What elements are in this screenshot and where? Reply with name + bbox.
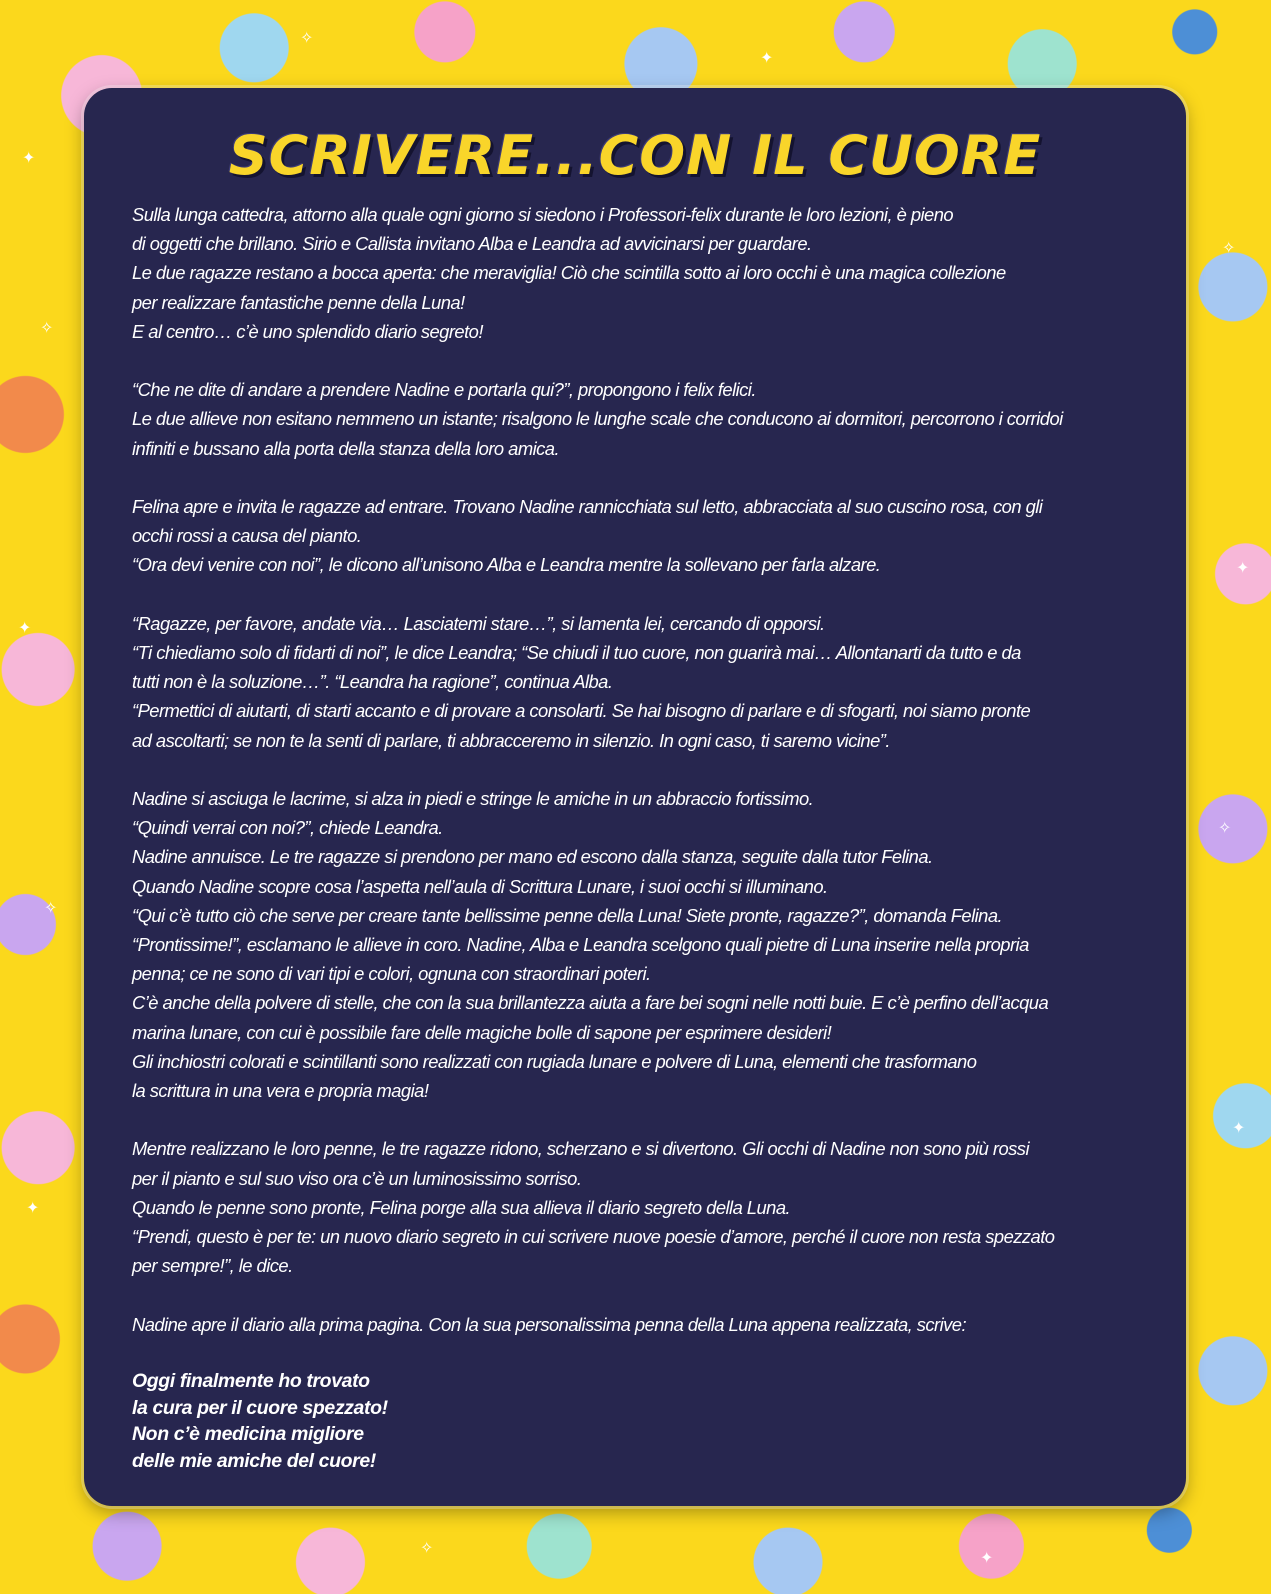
star-icon: ✧ (300, 28, 314, 47)
story-paragraph (132, 1134, 1152, 1280)
star-icon: ✦ (1236, 558, 1250, 577)
text-line: Quando le penne sono pronte, Felina porge alla sua allieva il diario segreto della Luna. (132, 1196, 791, 1218)
poem-line: la cura per il cuore spezzato! (132, 1396, 388, 1419)
story-paragraph (132, 200, 1152, 346)
text-line: penna; ce ne sono di vari tipi e colori, ognuna con straordinari poteri. (132, 963, 651, 985)
text-line: Mentre realizzano le loro penne, le tre ragazze ridono, scherzano e si divertono. Gli occhi di Nadine non sono più rossi (132, 1138, 1029, 1160)
star-icon: ✧ (1218, 818, 1232, 837)
text-line: “Prontissime!”, esclamano le allieve in coro. Nadine, Alba e Leandra scelgono quali pietre di Luna inserire nella propria (132, 934, 1029, 956)
text-line: “Prendi, questo è per te: un nuovo diario segreto in cui scrivere nuove poesie d’amore, perché il cuore non resta spezzato (132, 1226, 1055, 1248)
text-line: “Qui c’è tutto ciò che serve per creare tante bellissime penne della Luna! Siete pronte, ragazze?”, domanda Felina. (132, 904, 1003, 926)
story-paragraph (132, 1310, 1152, 1339)
star-icon: ✧ (40, 318, 54, 337)
text-line: occhi rossi a causa del pianto. (132, 525, 362, 547)
text-line: “Permettici di aiutarti, di starti accanto e di provare a consolarti. Se hai bisogno di parlare e di sfogarti, noi siamo pronte (132, 700, 1031, 722)
text-line: Nadine annuisce. Le tre ragazze si prendono per mano ed escono dalla stanza, seguite dalla tutor Felina. (132, 846, 933, 868)
text-line: la scrittura in una vera e propria magia! (132, 1080, 429, 1102)
text-line: Sulla lunga cattedra, attorno alla quale ogni giorno si siedono i Professori-felix durante le loro lezioni, è pieno (132, 204, 954, 225)
text-line: “Quindi verrai con noi?”, chiede Leandra. (132, 817, 443, 839)
star-icon: ✧ (420, 1538, 434, 1557)
text-line: per il pianto e sul suo viso ora c’è un luminosissimo sorriso. (132, 1167, 582, 1189)
text-line: Nadine apre il diario alla prima pagina. Con la sua personalissima penna della Luna appena realizzata, scrive: (132, 1313, 967, 1335)
story-paragraph (132, 492, 1152, 580)
page-title: SCRIVERE...CON IL CUORE (228, 124, 1042, 187)
star-icon: ✦ (22, 148, 36, 167)
story-paragraph (132, 784, 1152, 1105)
poem-line: Non c’è medicina migliore (132, 1423, 364, 1446)
text-line: per realizzare fantastiche penne della Luna! (132, 291, 465, 313)
text-line: C’è anche della polvere di stelle, che con la sua brillantezza aiuta a fare bei sogni nelle notti buie. E c’è perfino dell’acqua (132, 992, 1049, 1014)
star-icon: ✧ (44, 898, 58, 917)
text-line: “Ragazze, per favore, andate via… Lasciatemi stare…”, si lamenta lei, cercando di opporsi. (132, 612, 825, 634)
text-line: marina lunare, con cui è possibile fare delle magiche bolle di sapone per esprimere desideri! (132, 1021, 832, 1043)
poem-line: Oggi finalmente ho trovato (132, 1370, 370, 1393)
text-line: Felina apre e invita le ragazze ad entrare. Trovano Nadine rannicchiata sul letto, abbracciata al suo cuscino rosa, con gli (132, 496, 1043, 517)
text-line: “Ti chiediamo solo di fidarti di noi”, le dice Leandra; “Se chiudi il tuo cuore, non guarirà mai… Allontanarti da tutto e da (132, 642, 1021, 663)
poem-line: delle mie amiche del cuore! (132, 1449, 376, 1472)
story-body (132, 200, 1152, 1474)
text-line: Quando Nadine scopre cosa l’aspetta nell’aula di Scrittura Lunare, i suoi occhi si illuminano. (132, 875, 828, 897)
star-icon: ✦ (26, 1198, 40, 1217)
text-line: E al centro… c’è uno splendido diario segreto! (132, 320, 483, 342)
text-line: infiniti e bussano alla porta della stanza della loro amica. (132, 437, 560, 459)
text-line: tutti non è la soluzione…”. “Leandra ha ragione”, continua Alba. (132, 671, 613, 693)
text-line: Gli inchiostri colorati e scintillanti sono realizzati con rugiada lunare e polvere di Luna, elementi che trasformano (132, 1050, 977, 1072)
text-line: “Ora devi venire con noi”, le dicono all’unisono Alba e Leandra mentre la sollevano per farla alzare. (132, 554, 881, 576)
text-line: Le due allieve non esitano nemmeno un istante; risalgono le lunghe scale che conducono ai dormitori, percorrono i corridoi (132, 408, 1063, 430)
story-paragraph (132, 375, 1152, 463)
text-line: ad ascoltarti; se non te la senti di parlare, ti abbracceremo in silenzio. In ogni caso, ti saremo vicine”. (132, 729, 890, 751)
text-line: Le due ragazze restano a bocca aperta: che meraviglia! Ciò che scintilla sotto ai loro occhi è una magica collezione (132, 262, 1006, 284)
star-icon: ✦ (1232, 1118, 1246, 1137)
text-line: Nadine si asciuga le lacrime, si alza in piedi e stringe le amiche in un abbraccio fortissimo. (132, 788, 814, 809)
text-line: per sempre!”, le dice. (132, 1255, 293, 1277)
text-line: “Che ne dite di andare a prendere Nadine e portarla qui?”, propongono i felix felici. (132, 379, 756, 401)
story-paragraph (132, 609, 1152, 755)
text-line: di oggetti che brillano. Sirio e Callista invitano Alba e Leandra ad avvicinarsi per guardare. (132, 233, 812, 255)
star-icon: ✦ (980, 1548, 994, 1567)
star-icon: ✦ (18, 618, 32, 637)
star-icon: ✧ (1222, 238, 1236, 257)
poem (132, 1368, 1152, 1474)
story-panel (84, 88, 1186, 1506)
star-icon: ✦ (760, 48, 774, 67)
